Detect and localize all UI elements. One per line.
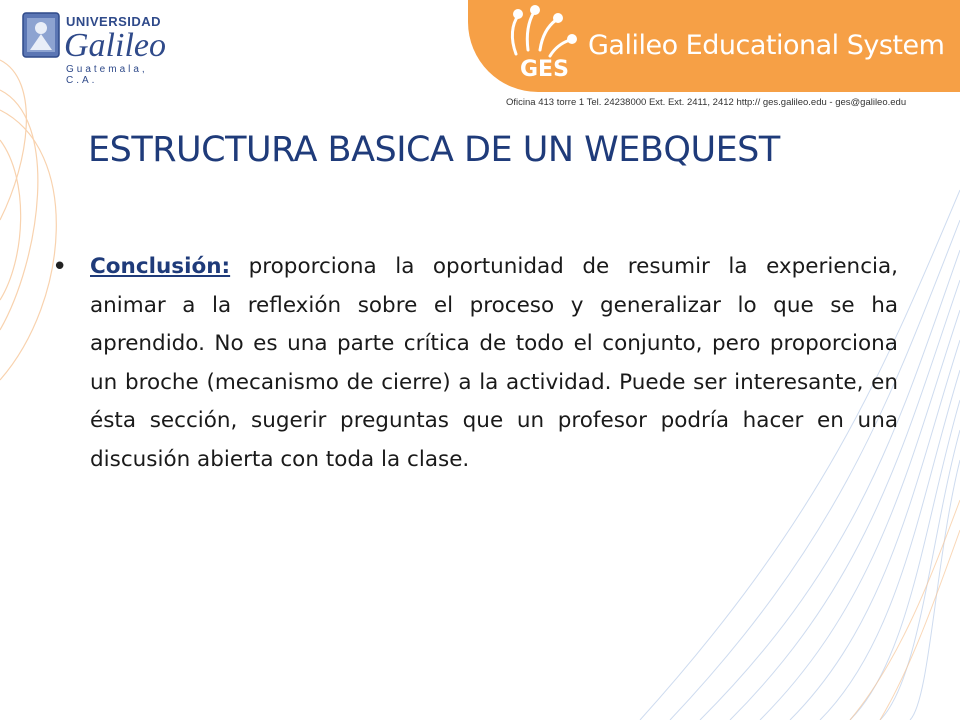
university-logo-line2: Galileo [64,27,166,64]
university-crest-icon [22,12,60,58]
bullet-body-text: proporciona la oportunidad de resumir la experiencia, animar a la reflexión sobre el proceso y generalizar lo que se ha aprendido. No es una parte crítica de todo el conjunto, pero proporciona un broche (mecanismo de cierre) a la actividad. Puede ser interesante, en ésta sección, sugerir preguntas que un profesor podría hacer en una discusión abierta con toda la clase. [90,254,898,472]
university-logo-line3: Guatemala, C.A. [66,64,148,86]
slide-content [52,248,898,479]
svg-text:GES: GES [520,57,569,82]
ges-banner-title: Galileo Educational System [588,30,945,61]
bullet-marker: • [52,252,68,282]
ges-banner [468,0,960,92]
bullet-item [52,248,898,479]
university-logo-line1: UNIVERSIDAD [66,14,162,29]
bullet-term: Conclusión: [90,254,231,279]
slide-title: ESTRUCTURA BASICA DE UN WEBQUEST [88,130,780,170]
ges-crown-logo-icon [498,4,578,90]
universidad-galileo-logo [22,10,172,86]
bullet-paragraph [90,248,898,479]
ges-contact-line: Oficina 413 torre 1 Tel. 24238000 Ext. Ext. 2411, 2412 http:// ges.galileo.edu - ges@galileo.edu [506,97,907,108]
